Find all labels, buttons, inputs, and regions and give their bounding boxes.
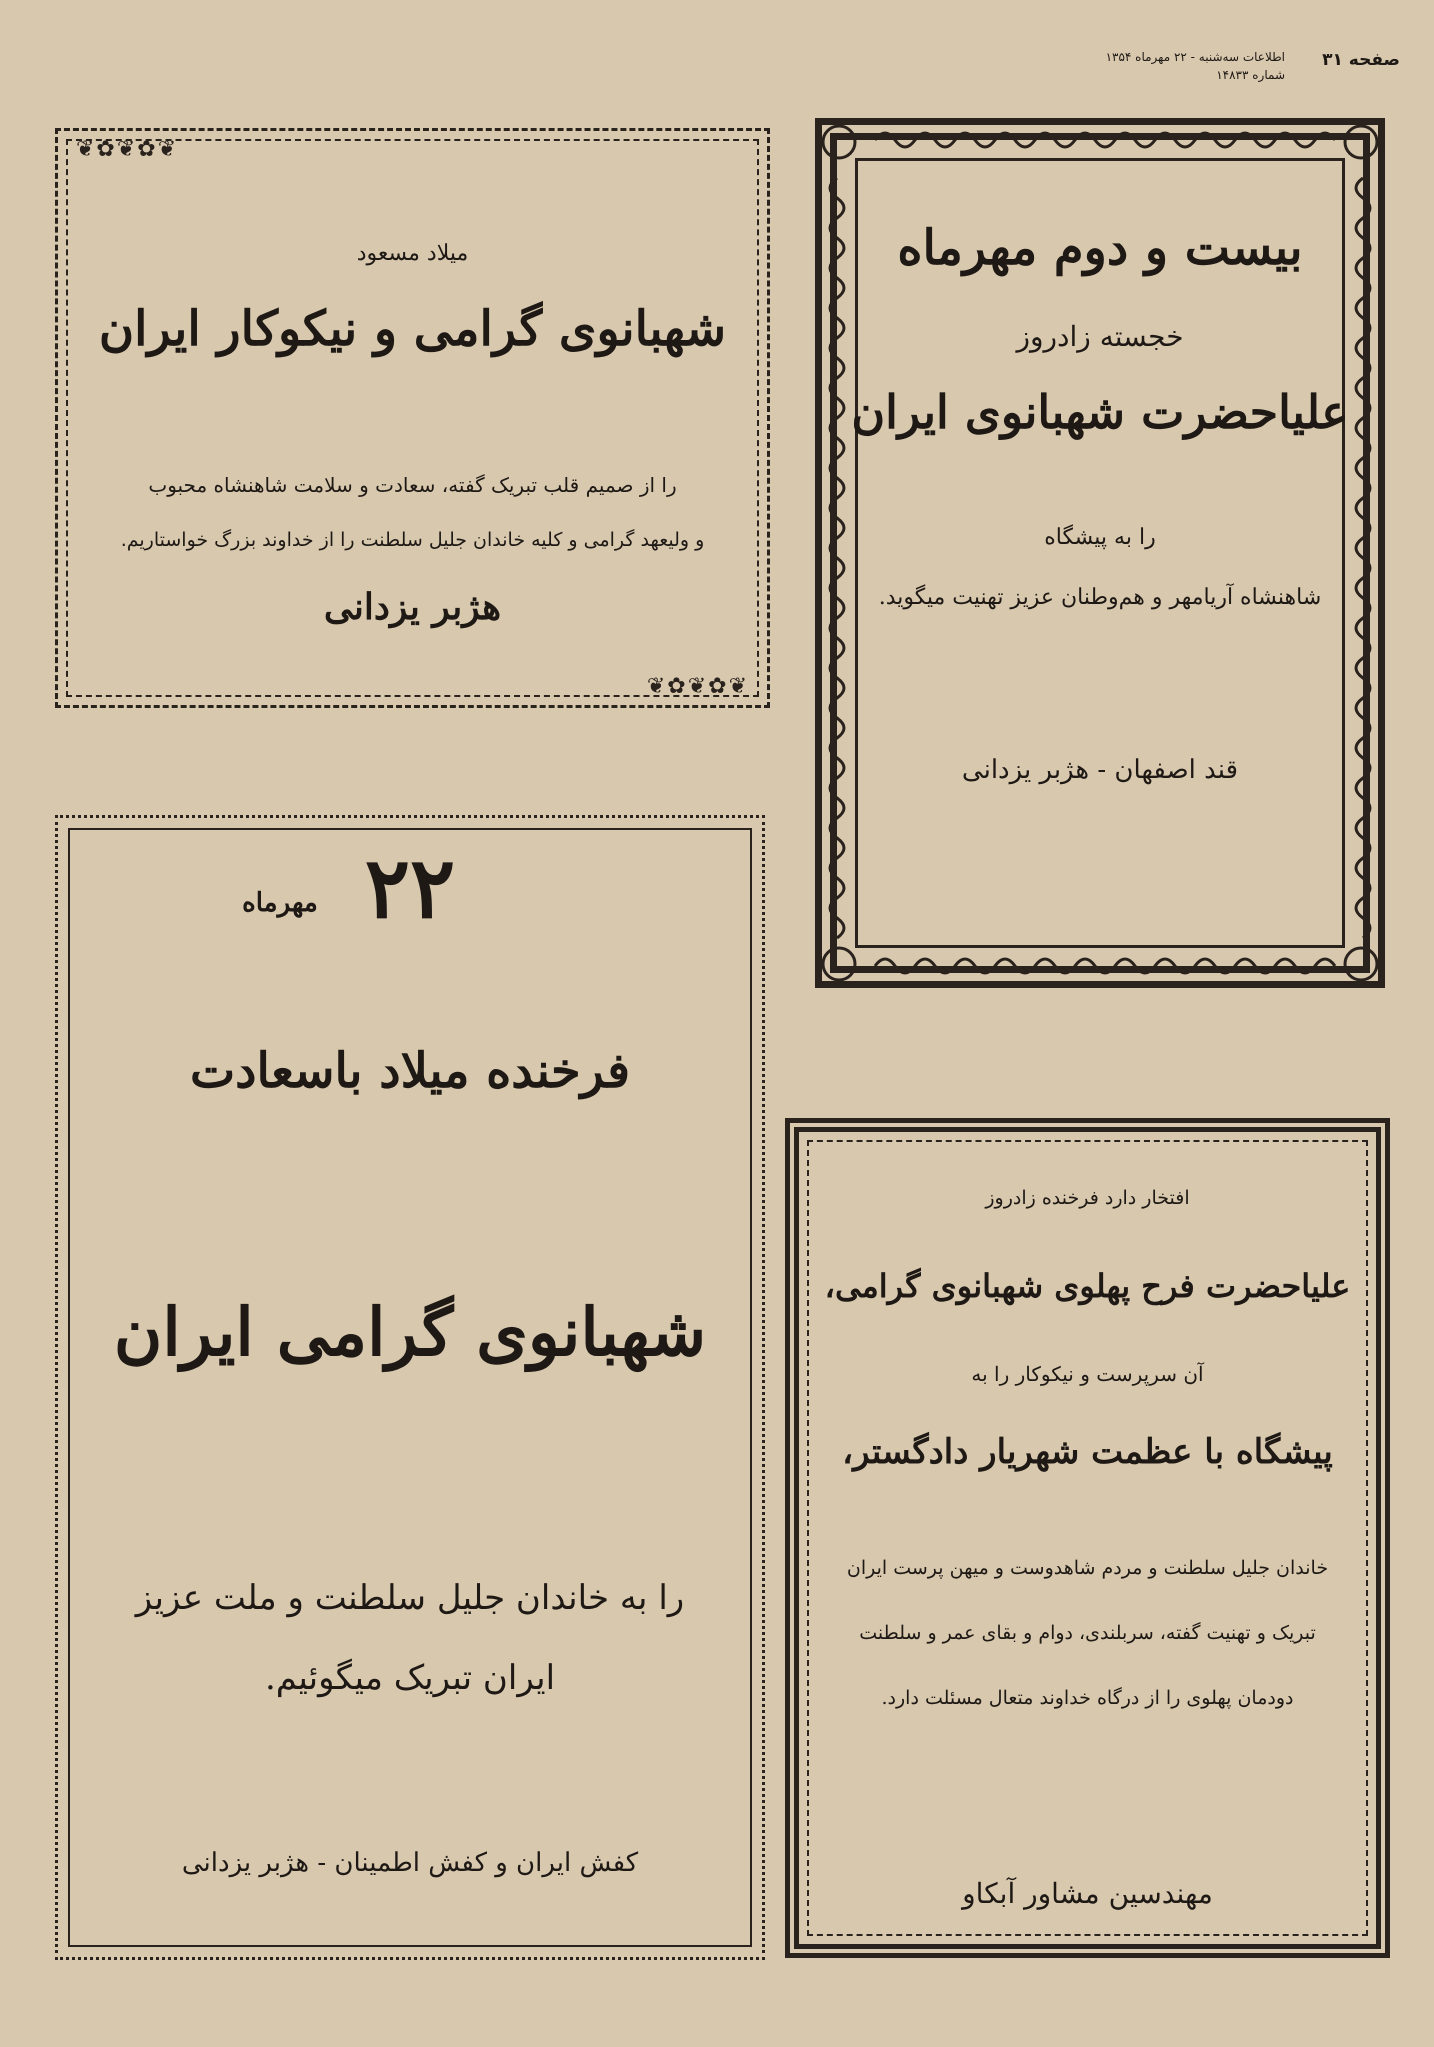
ad-title-main: علیاحضرت شهبانوی ایران [851,385,1349,439]
ad-body-line: خاندان جلیل سلطنت و مردم شاهدوست و میهن پرست ایران [846,1557,1329,1579]
ad-title: شهبانوی گرامی و نیکوکار ایران [98,301,727,357]
ad-signature: قند اصفهان - هژبر یزدانی [961,755,1239,785]
ad-body-line: دودمان پهلوی را از درگاه خداوند متعال مسئلت دارد. [881,1687,1294,1709]
page-number: صفحه ۳۱ [1322,50,1400,70]
ad-body-line: را به خاندان جلیل سلطنت و ملت عزیز [135,1578,685,1618]
ad-body-line: تبریک و تهنیت گفته، سربلندی، دوام و بقای عمر و سلطنت [859,1622,1316,1644]
ad-body-line: را از صمیم قلب تبریک گفته، سعادت و سلامت شاهنشاه محبوب [148,473,677,497]
ad-body-line: ایران تبریک میگوئیم. [264,1658,556,1698]
ad-body-line: و ولیعهد گرامی و کلیه خاندان جلیل سلطنت را از خداوند بزرگ خواستاریم. [120,529,705,551]
ad-subheading: خجسته زادروز [1016,320,1184,353]
page-header [1050,50,1400,90]
ad-title: علیاحضرت فرح پهلوی شهبانوی گرامی، [824,1267,1351,1305]
ad-signature: کفش ایران و کفش اطمینان - هژبر یزدانی [181,1848,639,1878]
flourish-ornament-icon: ❦✿❦✿❦ [646,674,749,699]
ad-body-line: شاهنشاه آریامهر و هم‌وطنان عزیز تهنیت میگوید. [878,585,1322,610]
ad-month-label: مهرماه [242,888,318,918]
ad-day-number: ۲۲ [364,838,456,937]
ad-signature: مهندسین مشاور آبکاو [962,1877,1213,1910]
ad-top-right [815,118,1385,988]
ad-heading: میلاد مسعود [356,241,469,266]
ad-title: فرخنده میلاد باسعادت [189,1043,631,1099]
ad-title-main: پیشگاه با عظمت شهریار دادگستر، [842,1432,1333,1472]
ad-body-line: را به پیشگاه [1044,525,1156,550]
ad-heading: افتخار دارد فرخنده زادروز [985,1187,1190,1209]
ad-bottom-right [785,1118,1390,1958]
ad-title-main: شهبانوی گرامی ایران [113,1293,707,1371]
ad-top-left [55,128,770,708]
issue-date: اطلاعات سه‌شنبه - ۲۲ مهرماه ۱۳۵۴ [1105,50,1285,64]
issue-number: شماره ۱۴۸۳۳ [1216,68,1285,82]
ad-title: بیست و دوم مهرماه [897,220,1303,276]
ad-bottom-left [55,815,765,1960]
flourish-ornament-icon: ❦✿❦✿❦ [76,137,179,162]
ad-signature: هژبر یزدانی [323,586,502,628]
ad-body-line: آن سرپرست و نیکوکار را به [971,1362,1204,1386]
